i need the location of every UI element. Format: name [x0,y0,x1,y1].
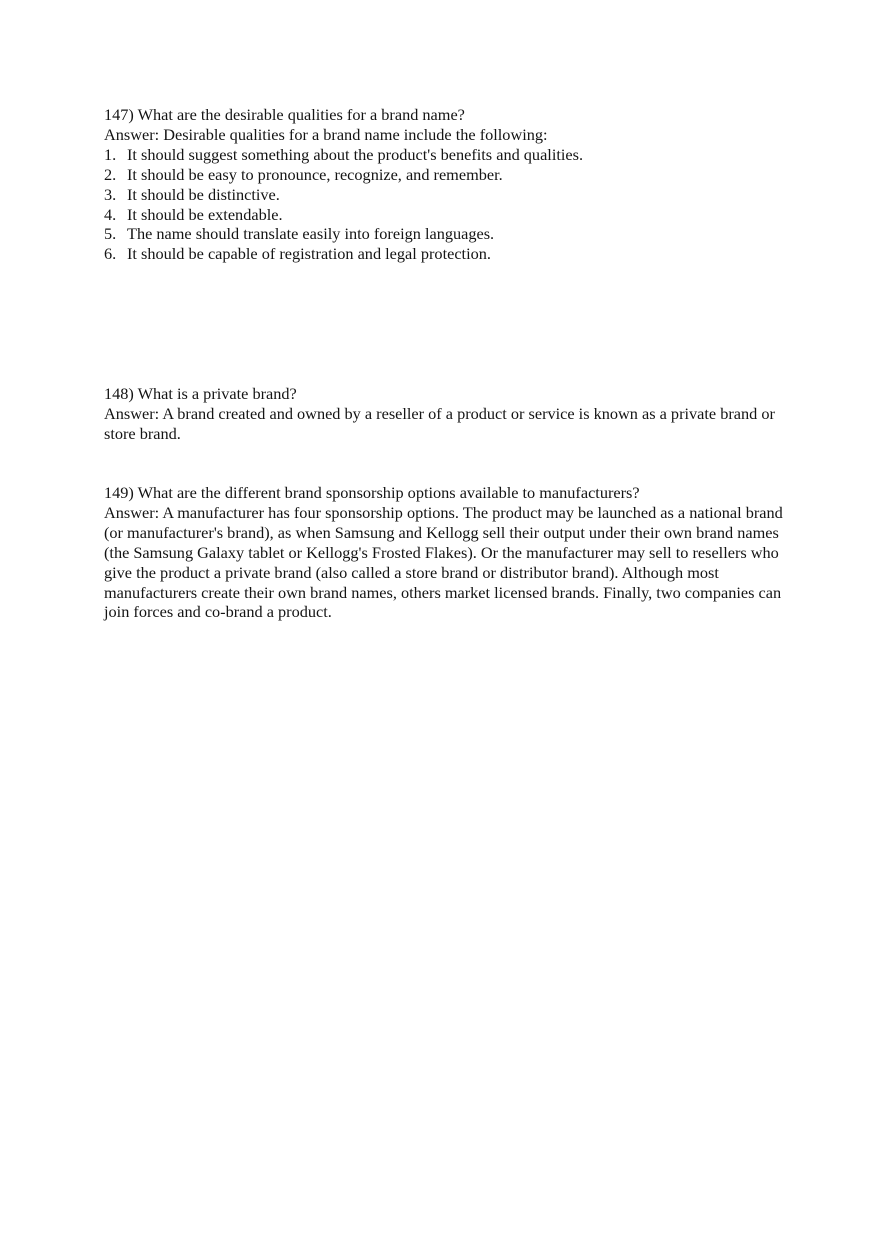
list-number: 6. [104,244,117,264]
question-text: 148) What is a private brand? [104,384,297,403]
list-item [104,145,784,165]
question-text: 147) What are the desirable qualities for a brand name? [104,105,465,124]
question-147 [104,105,784,264]
question-148 [104,384,784,444]
answer-text: Answer: Desirable qualities for a brand name include the following: [104,124,548,144]
list-text: It should be easy to pronounce, recognize, and remember. [127,164,503,184]
list-text: It should suggest something about the product's benefits and qualities. [127,144,584,164]
question-149 [104,483,784,622]
list-item [104,185,784,205]
list-item [104,244,784,264]
list-number: 2. [104,164,117,184]
list-item [104,224,784,244]
list-number: 1. [104,144,117,164]
answer-text: Answer: A brand created and owned by a reseller of a product or service is known as a private brand or store brand. [104,403,775,443]
qualities-list [104,145,784,264]
question-text: 149) What are the different brand sponsorship options available to manufacturers? [104,483,640,502]
list-item [104,165,784,185]
list-item [104,205,784,225]
list-number: 3. [104,184,117,204]
answer-text: Answer: A manufacturer has four sponsorship options. The product may be launched as a national brand (or manufacturer's brand), as when Samsung and Kellogg sell their output under their own brand names (the Samsung Galaxy tablet or Kellogg's Frosted Flakes). Or the manufacturer may sell to resellers who give the product a private brand (also called a store brand or distributor brand). Although most manufacturers create their own brand names, others market licensed brands. Finally, two companies can join forces and co-brand a product. [104,502,783,622]
list-number: 4. [104,204,117,224]
list-text: It should be distinctive. [127,184,280,204]
list-text: It should be extendable. [127,204,283,224]
list-text: The name should translate easily into foreign languages. [127,224,495,244]
list-text: It should be capable of registration and legal protection. [127,244,491,264]
list-number: 5. [104,224,117,244]
